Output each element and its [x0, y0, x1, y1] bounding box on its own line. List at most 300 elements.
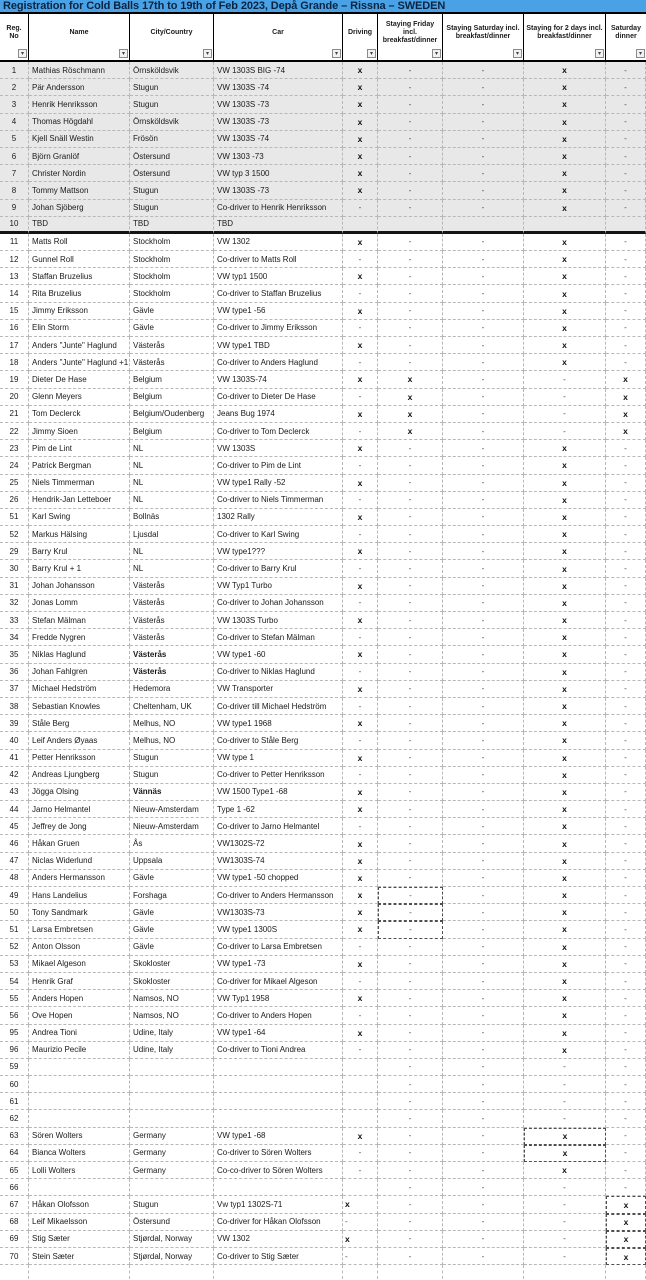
cell-staying-saturday: - — [443, 509, 524, 526]
cell-car: Co-driver till Michael Hedström — [214, 698, 343, 715]
cell-car: Co-driver to Jarno Helmantel — [214, 818, 343, 835]
cell-staying-friday: - — [378, 509, 443, 526]
cell-saturday-dinner: - — [606, 354, 646, 371]
cell-staying-2days: x — [524, 1042, 606, 1059]
cell-staying-2days: x — [524, 1145, 606, 1162]
cell-driving: x — [343, 96, 378, 113]
cell-staying-saturday: - — [443, 956, 524, 973]
cell-reg-no: 14 — [0, 285, 29, 302]
cell-staying-2days — [524, 217, 606, 234]
cell-staying-saturday: - — [443, 818, 524, 835]
table-row — [0, 1042, 646, 1059]
cell-reg-no: 51 — [0, 509, 29, 526]
cell-reg-no: 33 — [0, 612, 29, 629]
cell-city: NL — [130, 475, 214, 492]
filter-dropdown-button[interactable] — [432, 49, 441, 58]
filter-arrow-icon: ▾ — [205, 50, 209, 57]
table-row — [0, 440, 646, 457]
cell-staying-2days: x — [524, 96, 606, 113]
cell-staying-saturday: - — [443, 182, 524, 199]
header-row — [0, 14, 646, 62]
cell-staying-friday: x — [378, 371, 443, 388]
cell-staying-saturday: - — [443, 921, 524, 938]
cell-city: Gävle — [130, 939, 214, 956]
cell-name: Mikael Algeson — [29, 956, 130, 973]
filter-dropdown-button[interactable] — [18, 49, 27, 58]
cell-car — [214, 1179, 343, 1196]
cell-saturday-dinner: - — [606, 578, 646, 595]
cell-city: TBD — [130, 217, 214, 234]
cell-staying-saturday: - — [443, 440, 524, 457]
cell-reg-no: 34 — [0, 629, 29, 646]
cell-city: Gävle — [130, 320, 214, 337]
cell-saturday-dinner: - — [606, 1162, 646, 1179]
cell-reg-no: 66 — [0, 1179, 29, 1196]
cell-staying-friday: - — [378, 887, 443, 904]
cell-staying-2days: x — [524, 664, 606, 681]
cell-staying-saturday: - — [443, 732, 524, 749]
cell-driving: x — [343, 131, 378, 148]
cell-staying-friday: - — [378, 320, 443, 337]
cell-driving: - — [343, 1214, 378, 1231]
cell-name: Elin Storm — [29, 320, 130, 337]
cell-reg-no: 70 — [0, 1248, 29, 1265]
cell-saturday-dinner: - — [606, 1093, 646, 1110]
cell-staying-2days: x — [524, 870, 606, 887]
cell-car: Co-driver to Larsa Embretsen — [214, 939, 343, 956]
cell-staying-2days: x — [524, 612, 606, 629]
cell-saturday-dinner: - — [606, 870, 646, 887]
cell-driving: x — [343, 646, 378, 663]
cell-name: Henrik Henriksson — [29, 96, 130, 113]
cell-driving: x — [343, 268, 378, 285]
cell-city: Västerås — [130, 578, 214, 595]
cell-reg-no: 65 — [0, 1162, 29, 1179]
cell-saturday-dinner: - — [606, 165, 646, 182]
cell-car: VW typ 3 1500 — [214, 165, 343, 182]
cell-staying-friday: - — [378, 251, 443, 268]
cell-saturday-dinner: - — [606, 285, 646, 302]
cell-city: Stugun — [130, 96, 214, 113]
cell-city: Stockholm — [130, 268, 214, 285]
cell-saturday-dinner: - — [606, 664, 646, 681]
cell-driving: x — [343, 715, 378, 732]
cell-name: Jarno Helmantel — [29, 801, 130, 818]
cell-reg-no: 54 — [0, 973, 29, 990]
cell-city — [130, 1093, 214, 1110]
cell-city: Västerås — [130, 646, 214, 663]
cell-staying-friday: - — [378, 200, 443, 217]
cell-staying-2days: x — [524, 114, 606, 131]
cell-staying-friday: - — [378, 492, 443, 509]
cell-driving: x — [343, 62, 378, 79]
cell-staying-saturday: - — [443, 904, 524, 921]
cell-staying-saturday: - — [443, 251, 524, 268]
table-row — [0, 1145, 646, 1162]
table-row — [0, 320, 646, 337]
cell-car: Co-driver to Niels Timmerman — [214, 492, 343, 509]
cell-staying-saturday: - — [443, 389, 524, 406]
cell-staying-friday: - — [378, 698, 443, 715]
cell-city — [130, 1179, 214, 1196]
cell-staying-friday: - — [378, 114, 443, 131]
cell-reg-no: 6 — [0, 148, 29, 165]
cell-driving: - — [343, 354, 378, 371]
cell-driving: x — [343, 337, 378, 354]
cell-city: Germany — [130, 1162, 214, 1179]
cell-city: Udine, Italy — [130, 1025, 214, 1042]
table-row — [0, 268, 646, 285]
cell-name: Niklas Haglund — [29, 646, 130, 663]
cell-staying-2days: - — [524, 1248, 606, 1265]
cell-city: Stugun — [130, 79, 214, 96]
cell-car: Co-driver for Mikael Algeson — [214, 973, 343, 990]
cell-reg-no: 25 — [0, 475, 29, 492]
cell-staying-saturday: - — [443, 114, 524, 131]
cell-name: Glenn Meyers — [29, 389, 130, 406]
cell-car: Co-driver to Anders Hermansson — [214, 887, 343, 904]
cell-car: VW type1??? — [214, 543, 343, 560]
cell-city: Gävle — [130, 303, 214, 320]
cell-staying-2days: x — [524, 818, 606, 835]
title-bar — [0, 0, 646, 14]
cell-staying-2days: - — [524, 423, 606, 440]
cell-staying-friday: - — [378, 337, 443, 354]
cell-driving: x — [343, 371, 378, 388]
filter-arrow-icon: ▾ — [334, 50, 338, 57]
cell-city: NL — [130, 560, 214, 577]
table-row — [0, 612, 646, 629]
cell-name — [29, 1076, 130, 1093]
filter-arrow-icon: ▾ — [20, 50, 24, 57]
cell-staying-2days: x — [524, 835, 606, 852]
cell-staying-friday: - — [378, 96, 443, 113]
cell-driving: x — [343, 234, 378, 251]
cell-staying-friday: - — [378, 784, 443, 801]
cell-car: Co-driver to Sören Wolters — [214, 1145, 343, 1162]
cell-car: VW Typ1 Turbo — [214, 578, 343, 595]
cell-name: Leif Anders Øyaas — [29, 732, 130, 749]
cell-driving: x — [343, 165, 378, 182]
cell-city: Cheltenham, UK — [130, 698, 214, 715]
cell-reg-no: 46 — [0, 835, 29, 852]
cell-saturday-dinner: - — [606, 939, 646, 956]
cell-name: Stefan Mälman — [29, 612, 130, 629]
cell-name — [29, 1110, 130, 1127]
cell-reg-no: 13 — [0, 268, 29, 285]
table-row — [0, 835, 646, 852]
cell-saturday-dinner — [606, 217, 646, 234]
cell-reg-no: 45 — [0, 818, 29, 835]
cell-reg-no: 36 — [0, 664, 29, 681]
cell-car: VW Transporter — [214, 681, 343, 698]
cell-staying-saturday: - — [443, 1179, 524, 1196]
table-row — [0, 79, 646, 96]
cell-city: Hedemora — [130, 681, 214, 698]
cell-reg-no: 21 — [0, 406, 29, 423]
cell-driving: x — [343, 835, 378, 852]
table-row — [0, 629, 646, 646]
cell-city: Germany — [130, 1145, 214, 1162]
table-row — [0, 234, 646, 251]
cell-staying-2days: x — [524, 337, 606, 354]
cell-reg-no: 22 — [0, 423, 29, 440]
cell-name: Björn Granlöf — [29, 148, 130, 165]
filter-arrow-icon: ▾ — [638, 50, 642, 57]
cell-city: Belgium — [130, 371, 214, 388]
cell-staying-friday: - — [378, 1110, 443, 1127]
filter-dropdown-button[interactable] — [119, 49, 128, 58]
cell-staying-saturday: - — [443, 1007, 524, 1024]
table-row — [0, 990, 646, 1007]
cell-reg-no: 50 — [0, 904, 29, 921]
cell-saturday-dinner: - — [606, 1110, 646, 1127]
cell-reg-no: 8 — [0, 182, 29, 199]
cell-staying-friday: - — [378, 440, 443, 457]
cell-staying-2days: - — [524, 1059, 606, 1076]
cell-saturday-dinner: - — [606, 990, 646, 1007]
column-header-twodays — [524, 14, 606, 60]
cell-staying-friday: - — [378, 1179, 443, 1196]
cell-city: Nieuw-Amsterdam — [130, 801, 214, 818]
cell-driving: - — [343, 767, 378, 784]
cell-staying-2days: x — [524, 767, 606, 784]
cell-driving: - — [343, 1145, 378, 1162]
table-row — [0, 337, 646, 354]
cell-reg-no: 56 — [0, 1007, 29, 1024]
cell-staying-friday: - — [378, 595, 443, 612]
cell-reg-no: 4 — [0, 114, 29, 131]
cell-reg-no: 52 — [0, 939, 29, 956]
cell-staying-friday: - — [378, 148, 443, 165]
column-header-reg — [0, 14, 29, 60]
cell-car: VW type1 -60 — [214, 646, 343, 663]
table-row — [0, 285, 646, 302]
table-row — [0, 1231, 646, 1248]
cell-name: Tom Declerck — [29, 406, 130, 423]
column-header-label: Car — [272, 29, 284, 36]
filter-dropdown-button[interactable] — [513, 49, 522, 58]
cell-staying-saturday: - — [443, 681, 524, 698]
cell-city: Stugun — [130, 182, 214, 199]
cell-name: Henrik Graf — [29, 973, 130, 990]
cell-driving — [343, 1093, 378, 1110]
cell-reg-no: 30 — [0, 560, 29, 577]
cell-saturday-dinner: - — [606, 835, 646, 852]
cell-staying-2days: x — [524, 990, 606, 1007]
table-row — [0, 904, 646, 921]
cell-driving: - — [343, 251, 378, 268]
cell-city: NL — [130, 543, 214, 560]
cell-car: Vw typ1 1302S-71 — [214, 1196, 343, 1213]
cell-staying-friday: - — [378, 990, 443, 1007]
cell-staying-saturday: - — [443, 1248, 524, 1265]
cell-city: NL — [130, 457, 214, 474]
cell-name: Anders Hopen — [29, 990, 130, 1007]
cell-staying-2days: x — [524, 750, 606, 767]
cell-staying-saturday: - — [443, 96, 524, 113]
cell-staying-2days: - — [524, 406, 606, 423]
cell-staying-saturday: - — [443, 475, 524, 492]
cell-saturday-dinner: - — [606, 200, 646, 217]
cell-staying-saturday: - — [443, 973, 524, 990]
table-row — [0, 114, 646, 131]
cell-staying-saturday: - — [443, 285, 524, 302]
cell-saturday-dinner: - — [606, 114, 646, 131]
cell-city: Västerås — [130, 595, 214, 612]
cell-staying-saturday: - — [443, 801, 524, 818]
cell-reg-no: 19 — [0, 371, 29, 388]
cell-car: Co-co-driver to Sören Wolters — [214, 1162, 343, 1179]
cell-staying-friday: - — [378, 1196, 443, 1213]
table-row — [0, 853, 646, 870]
cell-staying-saturday: - — [443, 1093, 524, 1110]
cell-saturday-dinner: - — [606, 509, 646, 526]
cell-name: Jimmy Sioen — [29, 423, 130, 440]
cell-car: VW 1303S -74 — [214, 79, 343, 96]
column-header-friday — [378, 14, 443, 60]
cell-reg-no: 18 — [0, 354, 29, 371]
cell-staying-2days: x — [524, 354, 606, 371]
cell-staying-2days: x — [524, 79, 606, 96]
cell-reg-no: 26 — [0, 492, 29, 509]
cell-reg-no: 47 — [0, 853, 29, 870]
cell-staying-2days: x — [524, 320, 606, 337]
cell-staying-friday: - — [378, 681, 443, 698]
cell-driving: x — [343, 509, 378, 526]
cell-driving — [343, 1110, 378, 1127]
cell-reg-no: 5 — [0, 131, 29, 148]
filter-dropdown-button[interactable] — [203, 49, 212, 58]
filter-dropdown-button[interactable] — [367, 49, 376, 58]
cell-car: VW1303S-73 — [214, 904, 343, 921]
cell-car: VW type1 1300S — [214, 921, 343, 938]
cell-name: Kjell Snäll Westin — [29, 131, 130, 148]
cell-saturday-dinner: - — [606, 715, 646, 732]
cell-staying-2days: x — [524, 887, 606, 904]
cell-staying-saturday: - — [443, 165, 524, 182]
cell-staying-saturday: - — [443, 767, 524, 784]
cell-staying-friday: - — [378, 1162, 443, 1179]
cell-saturday-dinner: - — [606, 1076, 646, 1093]
cell-saturday-dinner: - — [606, 457, 646, 474]
table-row — [0, 1110, 646, 1127]
cell-staying-friday: - — [378, 1145, 443, 1162]
cell-staying-2days: x — [524, 440, 606, 457]
cell-reg-no: 67 — [0, 1196, 29, 1213]
cell-car — [214, 1110, 343, 1127]
cell-driving: x — [343, 148, 378, 165]
cell-driving: - — [343, 629, 378, 646]
cell-staying-saturday: - — [443, 939, 524, 956]
table-row — [0, 406, 646, 423]
cell-reg-no: 44 — [0, 801, 29, 818]
cell-driving: - — [343, 526, 378, 543]
cell-saturday-dinner: - — [606, 96, 646, 113]
cell-staying-2days: x — [524, 268, 606, 285]
cell-reg-no: 55 — [0, 990, 29, 1007]
cell-staying-saturday — [443, 1265, 524, 1279]
table-row — [0, 475, 646, 492]
cell-saturday-dinner: - — [606, 1025, 646, 1042]
filter-dropdown-button[interactable] — [332, 49, 341, 58]
cell-car: Co-driver to Johan Johansson — [214, 595, 343, 612]
cell-car — [214, 1076, 343, 1093]
filter-dropdown-button[interactable] — [636, 49, 645, 58]
cell-city: Östersund — [130, 148, 214, 165]
cell-driving: - — [343, 423, 378, 440]
cell-city — [130, 1265, 214, 1279]
cell-staying-2days: - — [524, 389, 606, 406]
cell-saturday-dinner: - — [606, 268, 646, 285]
cell-saturday-dinner: - — [606, 818, 646, 835]
cell-name: Markus Hälsing — [29, 526, 130, 543]
cell-car: VW 1303S BIG -74 — [214, 62, 343, 79]
cell-name: Bianca Wolters — [29, 1145, 130, 1162]
cell-car: VW 1302 — [214, 1231, 343, 1248]
cell-city: Västerås — [130, 629, 214, 646]
table-row — [0, 956, 646, 973]
cell-staying-friday: - — [378, 1007, 443, 1024]
cell-city: Stockholm — [130, 251, 214, 268]
table-row — [0, 784, 646, 801]
cell-driving: - — [343, 200, 378, 217]
table-row — [0, 96, 646, 113]
cell-staying-saturday: - — [443, 1128, 524, 1145]
cell-staying-saturday: - — [443, 887, 524, 904]
filter-arrow-icon: ▾ — [597, 50, 601, 57]
filter-dropdown-button[interactable] — [595, 49, 604, 58]
cell-city: Örnsköldsvik — [130, 62, 214, 79]
table-row — [0, 62, 646, 79]
cell-driving: - — [343, 389, 378, 406]
cell-staying-saturday: - — [443, 835, 524, 852]
cell-name: Karl Swing — [29, 509, 130, 526]
cell-city: Melhus, NO — [130, 715, 214, 732]
filter-arrow-icon: ▾ — [515, 50, 519, 57]
table-row — [0, 457, 646, 474]
cell-driving: x — [343, 79, 378, 96]
cell-reg-no: 17 — [0, 337, 29, 354]
cell-name: Niclas Widerlund — [29, 853, 130, 870]
table-row — [0, 492, 646, 509]
cell-car: Co-driver to Henrik Henriksson — [214, 200, 343, 217]
cell-name: Tony Sandmark — [29, 904, 130, 921]
cell-city: Stockholm — [130, 285, 214, 302]
cell-saturday-dinner: - — [606, 921, 646, 938]
cell-reg-no: 53 — [0, 956, 29, 973]
cell-driving: x — [343, 853, 378, 870]
cell-driving: x — [343, 475, 378, 492]
cell-staying-friday: - — [378, 664, 443, 681]
cell-driving: x — [343, 801, 378, 818]
cell-reg-no: 40 — [0, 732, 29, 749]
cell-city: Västerås — [130, 664, 214, 681]
table-row — [0, 646, 646, 663]
cell-driving: x — [343, 543, 378, 560]
table-row — [0, 423, 646, 440]
cell-saturday-dinner: - — [606, 1007, 646, 1024]
table-row — [0, 1196, 646, 1213]
cell-staying-saturday: - — [443, 234, 524, 251]
cell-staying-friday: - — [378, 1231, 443, 1248]
cell-staying-saturday: - — [443, 371, 524, 388]
cell-driving: - — [343, 732, 378, 749]
cell-saturday-dinner: - — [606, 1128, 646, 1145]
cell-staying-friday: - — [378, 475, 443, 492]
cell-reg-no: 69 — [0, 1231, 29, 1248]
cell-staying-2days: x — [524, 853, 606, 870]
